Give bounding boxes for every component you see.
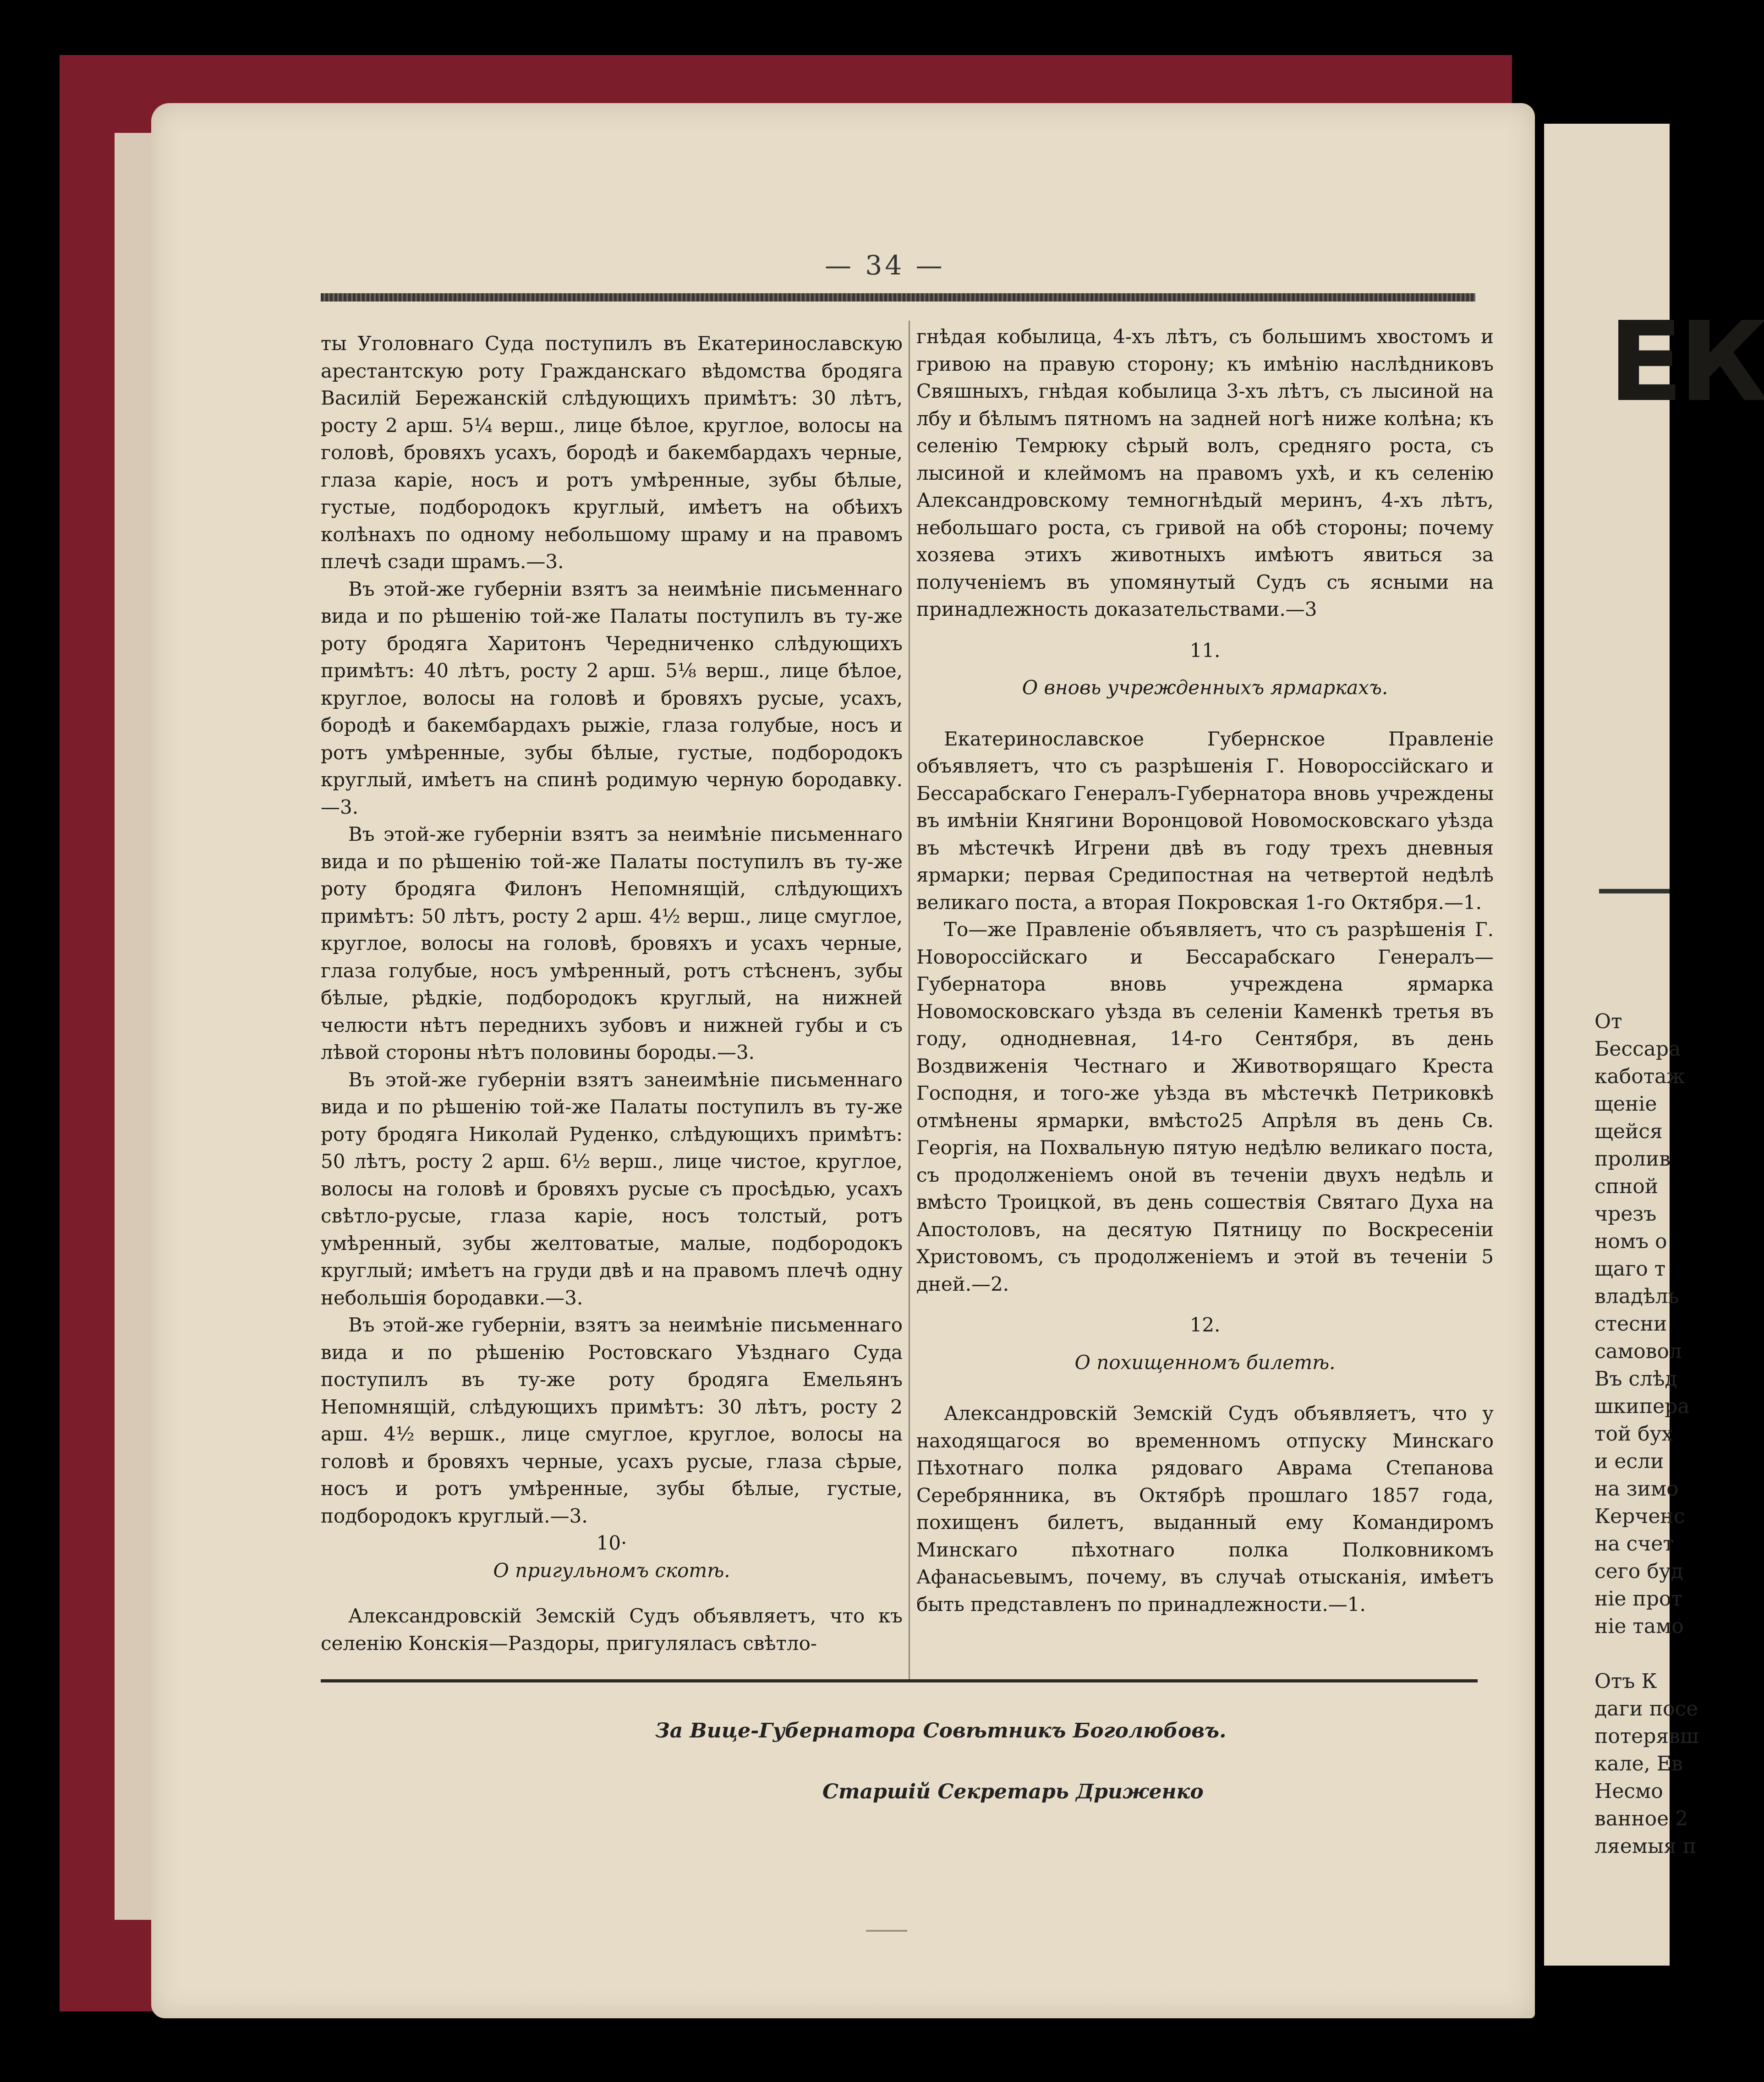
adjacent-line: ляемыя п bbox=[1594, 1835, 1697, 1858]
adjacent-line: Отъ К bbox=[1594, 1670, 1657, 1693]
fold-mark bbox=[866, 1930, 907, 1932]
section-number: 10· bbox=[596, 1532, 627, 1554]
adjacent-line: чрезъ bbox=[1594, 1202, 1657, 1226]
adjacent-line: Несмо bbox=[1594, 1780, 1663, 1803]
adjacent-line: на зимо bbox=[1594, 1477, 1679, 1501]
header-rule bbox=[321, 293, 1475, 301]
paragraph: Въ этой-же губерніи, взятъ за неимѣніе письменнаго вида и по рѣшенію Ростовскаго Уѣзднаго Суда поступилъ въ ту-же роту бродяга Емельянъ Непомнящій, слѣдующихъ примѣтъ: 30 лѣтъ, росту 2 арш. 4½ вершк., лице смуглое, круглое, волосы на головѣ и бровяхъ черные, усахъ русые, глаза сѣрые, носъ и ротъ умѣренные, зубы бѣлые, густые, подбородокъ круглый.—3. bbox=[321, 1314, 903, 1527]
section-heading: О вновь учрежденныхъ ярмаркахъ. bbox=[1022, 676, 1388, 699]
paragraph: Въ этой-же губерніи взятъ за неимѣніе письменнаго вида и по рѣшенію той-же Палаты поступилъ въ ту-же роту бродяга Харитонъ Чередниченко слѣдующихъ примѣтъ: 40 лѣтъ, росту 2 арш. 5⅛ верш., лице бѣлое, круглое, волосы на головѣ и бровяхъ русые, усахъ, бородѣ и бакембардахъ рыжіе, глаза голубые, носъ и ротъ умѣренные, зубы бѣлые, густые, подбородокъ круглый, имѣетъ на спинѣ родимую черную бородавку.—3. bbox=[321, 577, 903, 818]
paragraph: Александровскій Земскій Судъ объявляетъ, что у находящагося во временномъ отпуску Минскаго Пѣхотнаго полка рядоваго Аврама Степанова Серебрянника, въ Октябрѣ прошлаго 1857 года, похищенъ билетъ, выданный ему Командиромъ Минскаго пѣхотнаго полка Полковникомъ Афанасьевымъ, почему, въ случаѣ отысканія, имѣетъ быть представленъ по принадлежности.—1. bbox=[916, 1402, 1494, 1616]
right-column bbox=[916, 323, 1494, 1618]
adjacent-line: и если bbox=[1594, 1450, 1664, 1473]
adjacent-line: От bbox=[1594, 1010, 1622, 1033]
paragraph: ты Уголовнаго Суда поступилъ въ Екатеринославскую арестантскую роту Гражданскаго вѣдомства бродяга Василій Бережанскій слѣдующихъ примѣтъ: 30 лѣтъ, росту 2 арш. 5¼ верш., лице бѣлое, круглое, волосы на головѣ, бровяхъ усахъ, бородѣ и бакембардахъ черные, глаза каріе, носъ и ротъ умѣренные, зубы бѣлые, густые, подбородокъ круглый, имѣетъ на обѣихъ колѣнахъ по одному небольшому шраму и на правомъ плечѣ сзади шрамъ.—3. bbox=[321, 332, 903, 573]
paragraph: То—же Правленіе объявляетъ, что съ разрѣшенія Г. Новороссійскаго и Бессарабскаго Генералъ—Губернатора вновь учреждена ярмарка Новомосковскаго уѣзда въ селеніи Каменкѣ третья въ году, однодневная, 14-го Сентября, въ день Воздвиженія Честнаго и Животворящаго Креста Господня, и того-же уѣзда въ мѣстечкѣ Петриковкѣ отмѣнены ярмарки, вмѣсто25 Апрѣля въ день Св. Георгія, на Похвальную пятую недѣлю великаго поста, съ продолженіемъ оной въ теченіи двухъ недѣль и вмѣсто Троицкой, въ день сошествія Святаго Духа на Апостоловъ, на десятую Пятницу по Воскресеніи Христовомъ, съ продолженіемъ и этой въ теченіи 5 дней.—2. bbox=[916, 918, 1494, 1295]
paragraph: Екатеринославское Губернское Правленіе объявляетъ, что съ разрѣшенія Г. Новороссійскаго и Бессарабскаго Генералъ-Губернатора вновь учреждены въ имѣніи Княгини Воронцовой Новомосковскаго уѣзда въ мѣстечкѣ Игрени двѣ въ году трехъ дневныя ярмарки; первая Средипостная на четвертой недѣлѣ великаго поста, а вторая Покровская 1-го Октября.—1. bbox=[916, 727, 1494, 914]
section-number: 12. bbox=[1189, 1314, 1221, 1336]
adjacent-masthead: ЕК bbox=[1608, 298, 1764, 426]
adjacent-line: щаго т bbox=[1594, 1257, 1666, 1281]
adjacent-line: стесни bbox=[1594, 1312, 1667, 1336]
adjacent-line: Бессара bbox=[1594, 1037, 1681, 1061]
adjacent-line: владѣль bbox=[1594, 1285, 1679, 1308]
signature-vice-governor: За Вице-Губернатора Совѣтникъ Боголюбовъ. bbox=[655, 1719, 1227, 1742]
adjacent-line: ніе прот bbox=[1594, 1587, 1682, 1611]
adjacent-line: самовол bbox=[1594, 1340, 1682, 1363]
footer-rule bbox=[321, 1679, 1478, 1682]
adjacent-line: щеніе bbox=[1594, 1092, 1657, 1116]
left-column bbox=[321, 330, 903, 1657]
adjacent-line bbox=[1594, 1640, 1672, 1668]
adjacent-text bbox=[1594, 1008, 1699, 1860]
section-heading: О пригульномъ скотѣ. bbox=[493, 1559, 730, 1582]
paragraph: Въ этой-же губерніи взятъ занеимѣніе письменнаго вида и по рѣшенію той-же Палаты поступилъ въ ту-же роту бродяга Николай Руденко, слѣдующихъ примѣтъ: 50 лѣтъ, росту 2 арш. 6½ верш., лице чистое, круглое, волосы на головѣ и бровяхъ русые съ просѣдью, усахъ свѣтло-русые, глаза каріе, носъ толстый, ротъ умѣренный, зубы желтоватые, малые, подбородокъ круглый; имѣетъ на груди двѣ и на правомъ плечѣ одну небольшія бородавки.—3. bbox=[321, 1068, 903, 1309]
section-heading: О похищенномъ билетѣ. bbox=[1074, 1351, 1336, 1374]
adjacent-line: щейся bbox=[1594, 1120, 1663, 1143]
adjacent-line: даги посе bbox=[1594, 1697, 1698, 1720]
adjacent-rule bbox=[1599, 889, 1670, 893]
adjacent-line: потерявш bbox=[1594, 1725, 1699, 1748]
adjacent-line: номъ о bbox=[1594, 1230, 1667, 1253]
adjacent-line: каботаж bbox=[1594, 1065, 1685, 1088]
signature-secretary: Старшій Секретарь Дриженко bbox=[822, 1780, 1204, 1803]
paragraph: Въ этой-же губерніи взятъ за неимѣніе письменнаго вида и по рѣшенію той-же Палаты поступилъ въ ту-же роту бродяга Филонъ Непомнящій, слѣдующихъ примѣтъ: 50 лѣтъ, росту 2 арш. 4½ верш., лице смуглое, круглое, волосы на головѣ, бровяхъ и усахъ черные, глаза голубые, носъ умѣренный, ротъ стѣсненъ, зубы бѣлые, рѣдкіе, подбородокъ круглый, на нижней челюсти нѣтъ переднихъ зубовъ и нижней губы и съ лѣвой стороны нѣтъ половины бороды.—3. bbox=[321, 823, 903, 1063]
adjacent-line: шкипера bbox=[1594, 1395, 1690, 1418]
adjacent-page bbox=[1544, 124, 1764, 1966]
adjacent-line: спной bbox=[1594, 1175, 1659, 1198]
adjacent-line: Въ слѣд bbox=[1594, 1367, 1677, 1391]
paragraph: гнѣдая кобылица, 4-хъ лѣтъ, съ большимъ хвостомъ и гривою на правую сторону; къ имѣнію наслѣдниковъ Свяшныхъ, гнѣдая кобылица 3-хъ лѣтъ, съ лысиной на лбу и бѣлымъ пятномъ на задней ногѣ ниже колѣна; къ селенію Темрюку сѣрый волъ, средняго роста, съ лысиной и клеймомъ на правомъ ухѣ, и къ селенію Александровскому темногнѣдый меринъ, 4-хъ лѣтъ, небольшаго роста, съ гривой на обѣ стороны; почему хозяева этихъ животныхъ имѣютъ явиться за полученіемъ въ упомянутый Судъ съ ясными на принадлежность доказательствами.—3 bbox=[916, 325, 1494, 620]
page-number: — 34 — bbox=[825, 250, 945, 281]
adjacent-line: Керченс bbox=[1594, 1505, 1685, 1528]
adjacent-line: пролив bbox=[1594, 1147, 1671, 1171]
page-edge bbox=[115, 133, 156, 1920]
section-number: 11. bbox=[1189, 639, 1221, 662]
adjacent-line: ванное 2 bbox=[1594, 1807, 1688, 1830]
paragraph: Александровскій Земскій Судъ объявляетъ, что къ селенію Конскія—Раздоры, пригуляласъ свѣтло- bbox=[321, 1605, 903, 1655]
adjacent-line: ніе тамо bbox=[1594, 1615, 1684, 1638]
column-separator bbox=[909, 321, 910, 1682]
adjacent-line: на счет bbox=[1594, 1532, 1674, 1556]
adjacent-line: той бух bbox=[1594, 1422, 1673, 1446]
adjacent-line: кале, Ев bbox=[1594, 1752, 1683, 1775]
adjacent-line: сего буд bbox=[1594, 1560, 1683, 1583]
